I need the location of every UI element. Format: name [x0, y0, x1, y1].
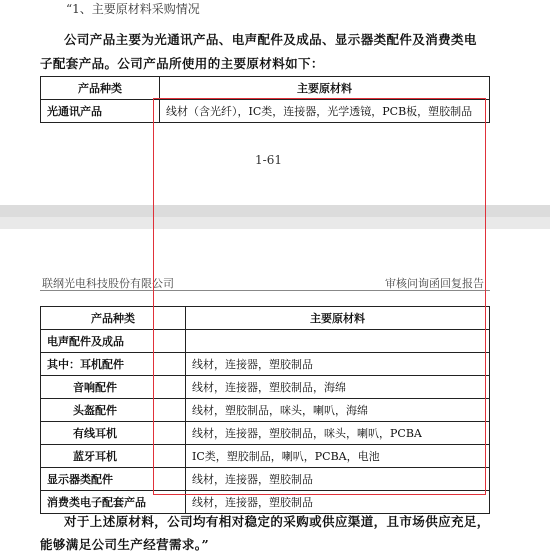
product-type-cell: 音响配件 [41, 376, 186, 399]
product-type-cell: 有线耳机 [41, 422, 186, 445]
header-main-materials: 主要原材料 [160, 77, 490, 100]
materials-cell: IC类，塑胶制品，喇叭，PCBA，电池 [186, 445, 490, 468]
materials-cell: 线材，塑胶制品，咪头，喇叭，海绵 [186, 399, 490, 422]
page-number: 1-61 [255, 153, 282, 167]
materials-cell: 线材，连接器，塑胶制品 [186, 491, 490, 514]
closing-line-2: 能够满足公司生产经营需求。” [40, 537, 210, 552]
closing-line-1: 对于上述原材料，公司均有相对稳定的采购或供应渠道，且市场供应充足， [64, 514, 490, 529]
intro-line-2: 子配套产品。公司产品所使用的主要原材料如下： [40, 56, 324, 71]
materials-cell: 线材（含光纤），IC类，连接器，光学透镜，PCB板，塑胶制品 [160, 100, 490, 123]
materials-cell: 线材，连接器，塑胶制品，海绵 [186, 376, 490, 399]
header-main-materials: 主要原材料 [186, 307, 490, 330]
table-header-row [41, 77, 490, 100]
product-type-cell: 电声配件及成品 [41, 330, 186, 353]
product-type-cell: 光通讯产品 [41, 100, 160, 123]
product-type-cell: 显示器类配件 [41, 468, 186, 491]
product-type-cell: 头盔配件 [41, 399, 186, 422]
company-name: 联纲光电科技股份有限公司 [42, 277, 174, 290]
materials-cell: 线材，连接器，塑胶制品，咪头，喇叭，PCBA [186, 422, 490, 445]
materials-cell: 线材，连接器，塑胶制品 [186, 468, 490, 491]
intro-line-1: 公司产品主要为光通讯产品、电声配件及成品、显示器类配件及消费类电 [64, 32, 477, 47]
highlight-box [153, 98, 486, 495]
product-type-cell: 蓝牙耳机 [41, 445, 186, 468]
section-heading: “1、主要原材料采购情况 [66, 2, 200, 16]
product-type-cell: 其中：耳机配件 [41, 353, 186, 376]
header-product-type: 产品种类 [41, 77, 160, 100]
header-product-type: 产品种类 [41, 307, 186, 330]
product-type-cell: 消费类电子配套产品 [41, 491, 186, 514]
materials-cell: 线材，连接器，塑胶制品 [186, 353, 490, 376]
report-title: 审核问询函回复报告 [385, 277, 484, 290]
